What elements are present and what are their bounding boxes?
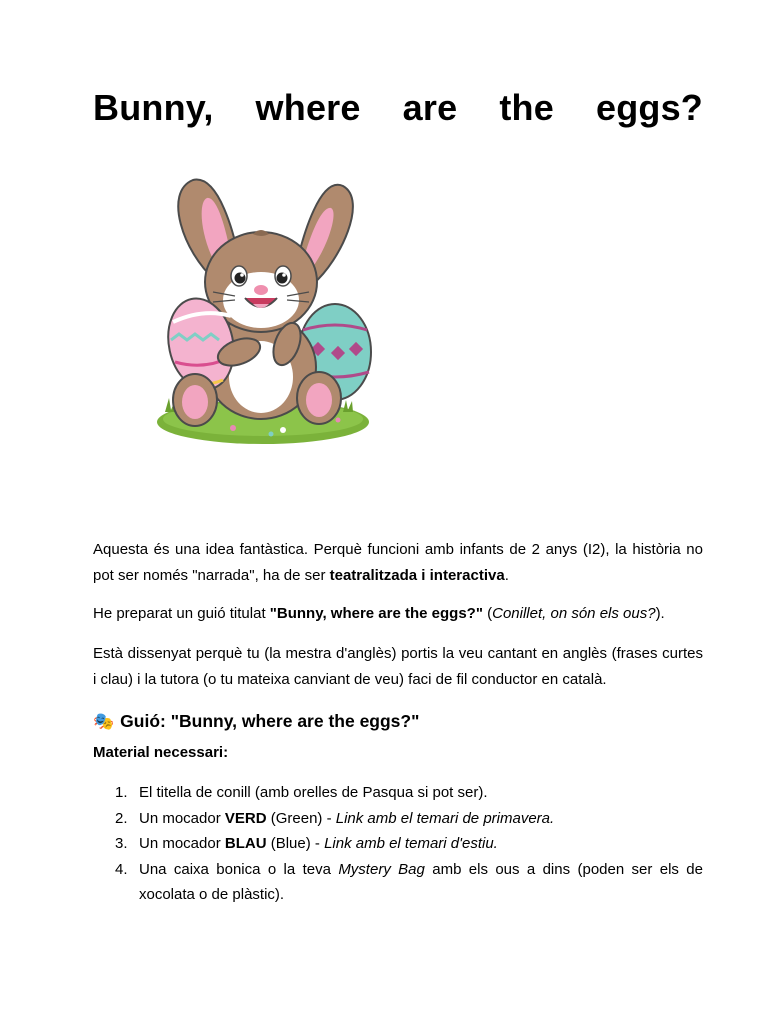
list-item-text: Una caixa bonica o la teva: [139, 860, 339, 878]
intro-paragraph: [93, 537, 703, 589]
list-number: 4.: [115, 860, 128, 878]
list-item: [93, 780, 703, 806]
easter-bunny-illustration: [153, 172, 378, 447]
list-item-bold: VERD: [224, 809, 267, 827]
design-paragraph: Està dissenyat perquè tu (la mestra d'anglès) portis la veu cantant en anglès (frases curtes i clau) i la tutora (o tu mateixa canviant de veu) faci de fil conductor en català.: [93, 645, 703, 688]
materials-list: [93, 780, 703, 908]
script-title-italic: Conillet, on són els ous?: [492, 605, 656, 622]
list-item-italic: Mystery Bag: [338, 860, 425, 878]
list-item: [93, 857, 703, 908]
list-item-text: Un mocador: [139, 835, 225, 852]
list-item: [93, 831, 703, 857]
intro-end: .: [504, 567, 509, 584]
intro-text: Aquesta és una idea fantàstica. Perquè funcioni amb infants de 2 anys (I2), la història no pot ser només "narrada", ha de ser: [93, 541, 703, 584]
list-item-italic: Link amb el temari de primavera.: [335, 809, 555, 827]
script-title-text: He preparat un guió titulat: [93, 605, 270, 622]
list-number: 1.: [115, 784, 128, 801]
script-title-end: ).: [655, 605, 665, 622]
performing-arts-icon: 🎭: [93, 712, 115, 731]
list-item-text: El titella de conill (amb orelles de Pasqua si pot ser).: [139, 784, 488, 801]
list-item-italic: Link amb el temari d'estiu.: [324, 835, 498, 852]
list-item-mid: (Blue) -: [266, 835, 325, 852]
list-item-mid: (Green) -: [266, 809, 336, 827]
list-item-bold: BLAU: [224, 835, 267, 852]
page-title: Bunny, where are the eggs?: [93, 87, 703, 128]
intro-bold-text: teatralitzada i interactiva: [329, 567, 505, 584]
list-number: 2.: [115, 809, 128, 827]
script-heading-text: Guió: "Bunny, where are the eggs?": [120, 711, 420, 731]
list-number: 3.: [115, 835, 128, 852]
material-label: Material necessari:: [93, 744, 229, 761]
script-title-bold: "Bunny, where are the eggs?": [269, 605, 483, 622]
script-heading: [93, 708, 419, 735]
list-item-text: Un mocador: [139, 809, 225, 827]
script-title-paragraph: [93, 601, 703, 627]
list-item-post: amb els ous a dins (poden ser els de xocolata o de plàstic).: [139, 860, 703, 903]
list-item: [93, 806, 703, 832]
script-title-mid: (: [482, 605, 493, 622]
